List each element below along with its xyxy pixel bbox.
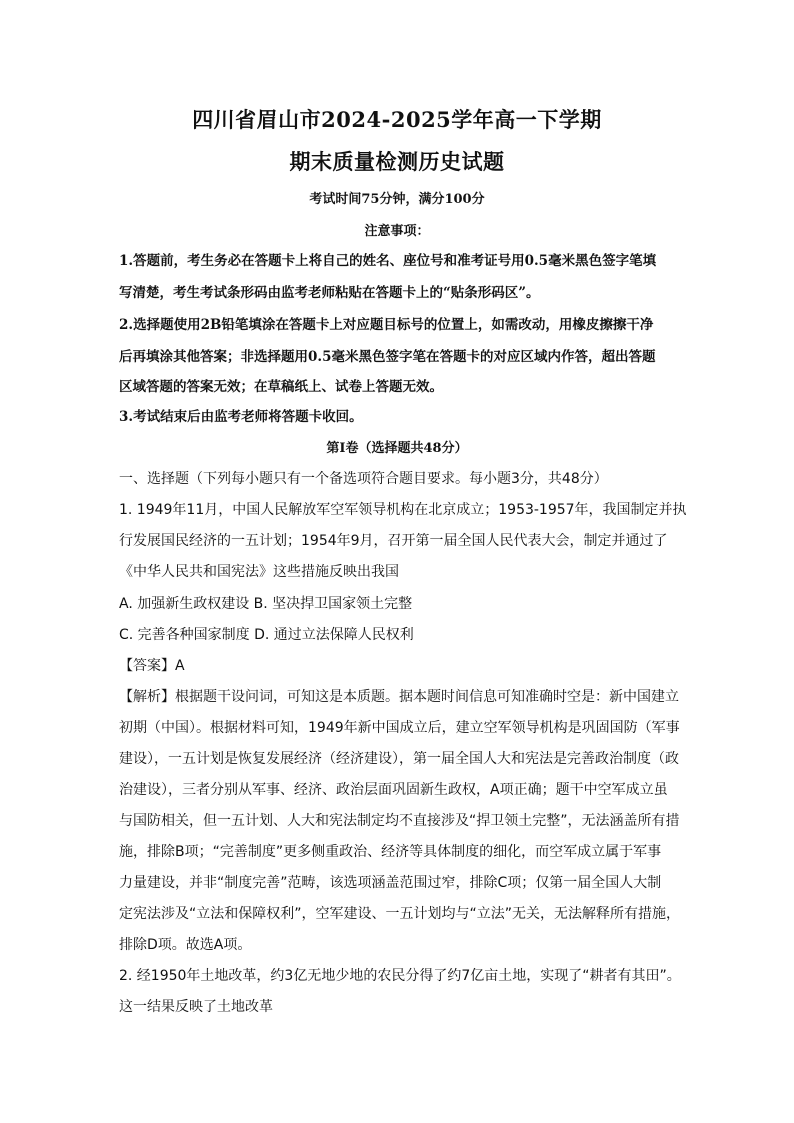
question-2-stem: 2. 经1950年土地改革，约3亿无地少地的农民分得了约7亿亩土地，实现了“耕者有其田”。	[119, 968, 681, 984]
question-1-options: C. 完善各种国家制度 D. 通过立法保障人民权利	[119, 627, 414, 643]
question-1-stem: 1. 1949年11月，中国人民解放军空军领导机构在北京成立；1953-1957年，我国制定并执	[119, 502, 687, 518]
question-1-analysis: 施，排除B项；“完善制度”更多侧重政治、经济等具体制度的细化，而空军成立属于军事	[119, 844, 662, 860]
notice-line: 1.答题前，考生务必在答题卡上将自己的姓名、座位号和准考证号用0.5毫米黑色签字笔填	[119, 253, 657, 269]
part-heading: 一、选择题（下列每小题只有一个备选项符合题目要求。每小题3分，共48分）	[119, 471, 608, 487]
question-1-options: A. 加强新生政权建设 B. 坚决捍卫国家领土完整	[119, 596, 413, 612]
question-1-analysis: 排除D项。故选A项。	[119, 937, 252, 953]
question-1-stem: 《中华人民共和国宪法》这些措施反映出我国	[119, 564, 399, 580]
question-1-analysis: 初期（中国）。根据材料可知，1949年新中国成立后，建立空军领导机构是巩固国防（军事	[119, 720, 680, 736]
section-title: 第Ⅰ卷（选择题共48分）	[326, 441, 468, 456]
question-1-analysis: 治建设），三者分别从军事、经济、政治层面巩固新生政权，A项正确；题干中空军成立虽	[119, 782, 668, 798]
notice-line: 2.选择题使用2B铅笔填涂在答题卡上对应题目标号的位置上，如需改动，用橡皮擦擦干净	[119, 317, 654, 333]
exam-time: 考试时间75分钟，满分100分	[309, 192, 485, 207]
question-2-stem: 这一结果反映了土地改革	[119, 999, 273, 1015]
question-1-analysis: 【解析】根据题干设问词，可知这是本质题。据本题时间信息可知准确时空是：新中国建立	[119, 689, 679, 705]
question-1-stem: 行发展国民经济的一五计划；1954年9月，召开第一届全国人民代表大会，制定并通过了	[119, 533, 668, 549]
question-1-analysis: 力量建设，并非“制度完善”范畴，该选项涵盖范围过窄，排除C项；仅第一届全国人大制	[119, 875, 662, 891]
notice-line: 写清楚，考生考试条形码由监考老师粘贴在答题卡上的“贴条形码区”。	[119, 285, 540, 301]
notice-line: 区域答题的答案无效；在草稿纸上、试卷上答题无效。	[119, 379, 443, 395]
page-subtitle: 期末质量检测历史试题	[289, 149, 505, 174]
question-1-analysis: 建设），一五计划是恢复发展经济（经济建设），第一届全国人大和宪法是完善政治制度（政	[119, 751, 679, 767]
page-title: 四川省眉山市2024-2025学年高一下学期	[192, 107, 602, 132]
notice-line: 后再填涂其他答案；非选择题用0.5毫米黑色签字笔在答题卡的对应区域内作答，超出答题	[119, 349, 656, 365]
question-1-answer: 【答案】A	[119, 658, 185, 674]
notice-heading: 注意事项：	[364, 224, 430, 239]
question-1-analysis: 定宪法涉及“立法和保障权利”，空军建设、一五计划均与“立法”无关，无法解释所有措施，	[119, 906, 681, 922]
notice-line: 3.考试结束后由监考老师将答题卡收回。	[119, 409, 363, 425]
question-1-analysis: 与国防相关，但一五计划、人大和宪法制定均不直接涉及“捍卫领土完整”，无法涵盖所有措	[119, 813, 680, 829]
